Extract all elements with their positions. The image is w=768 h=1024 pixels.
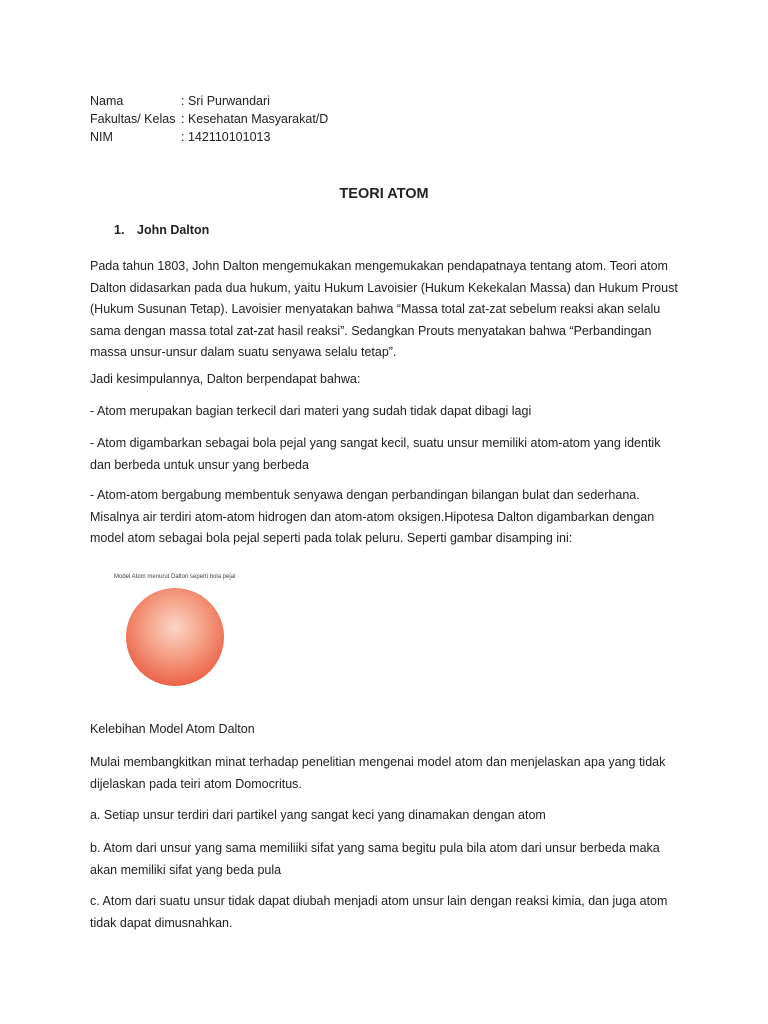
document-title: TEORI ATOM [339,186,429,202]
point-a: a. Setiap unsur terdiri dari partikel yang sangat keci yang dinamakan dengan atom [90,808,546,822]
paragraph-intro: Pada tahun 1803, John Dalton mengemukakan mengemukakan pendapatnaya tentang atom. Teori atom Dalton didasarkan pada dua hukum, yaitu Hukum Lavoisier (Hukum Kekekalan Massa) dan Hukum Proust (Hukum Susunan Tetap). Lavoisier menyatakan bahwa “Massa total zat-zat sebelum reaksi akan selalu sama dengan massa total zat-zat hasil reaksi”. Sedangkan Prouts menyatakan bahwa “Perbandingan massa unsur-unsur dalam suatu senyawa selalu tetap”. [90,259,678,359]
solid-sphere-image [126,588,224,686]
info-label: Nama [90,94,124,108]
advantages-intro: Mulai membangkitkan minat terhadap penelitian mengenai model atom dan menjelaskan apa yang tidak dijelaskan pada teiri atom Domocritus. [90,755,666,791]
info-value: : Sri Purwandari [181,94,270,108]
info-value: : 142110101013 [181,130,271,144]
info-label: Fakultas/ Kelas [90,112,176,126]
student-info [90,92,680,146]
bullet-3: - Atom-atom bergabung membentuk senyawa dengan perbandingan bilangan bulat dan sederhana. Misalnya air terdiri atom-atom hidrogen dan atom-atom oksigen.Hipotesa Dalton digambarkan dengan model atom sebagai bola pejal seperti pada tolak peluru. Seperti gambar disamping ini: [90,488,655,545]
info-row-faculty [90,110,680,128]
advantages-heading: Kelebihan Model Atom Dalton [90,722,255,736]
info-row-nim [90,128,680,146]
dalton-atom-figure [114,573,244,693]
bullet-1: - Atom merupakan bagian terkecil dari materi yang sudah tidak dapat dibagi lagi [90,404,532,418]
section-heading [114,223,209,237]
info-row-name [90,92,680,110]
point-b: b. Atom dari unsur yang sama memiliiki sifat yang sama begitu pula bila atom dari unsur berbeda maka akan memiliki sifat yang beda pula [90,841,660,877]
paragraph-conclusion: Jadi kesimpulannya, Dalton berpendapat bahwa: [90,372,361,386]
info-label: NIM [90,130,113,144]
bullet-2: - Atom digambarkan sebagai bola pejal yang sangat kecil, suatu unsur memiliki atom-atom yang identik dan berbeda untuk unsur yang berbeda [90,436,661,472]
info-value: : Kesehatan Masyarakat/D [181,112,329,126]
section-title: John Dalton [137,223,210,237]
section-number: 1. [114,223,125,237]
point-c: c. Atom dari suatu unsur tidak dapat diubah menjadi atom unsur lain dengan reaksi kimia, dan juga atom tidak dapat dimusnahkan. [90,894,668,930]
figure-caption: Model Atom menurut Dalton seperti bola pejal [114,574,236,580]
